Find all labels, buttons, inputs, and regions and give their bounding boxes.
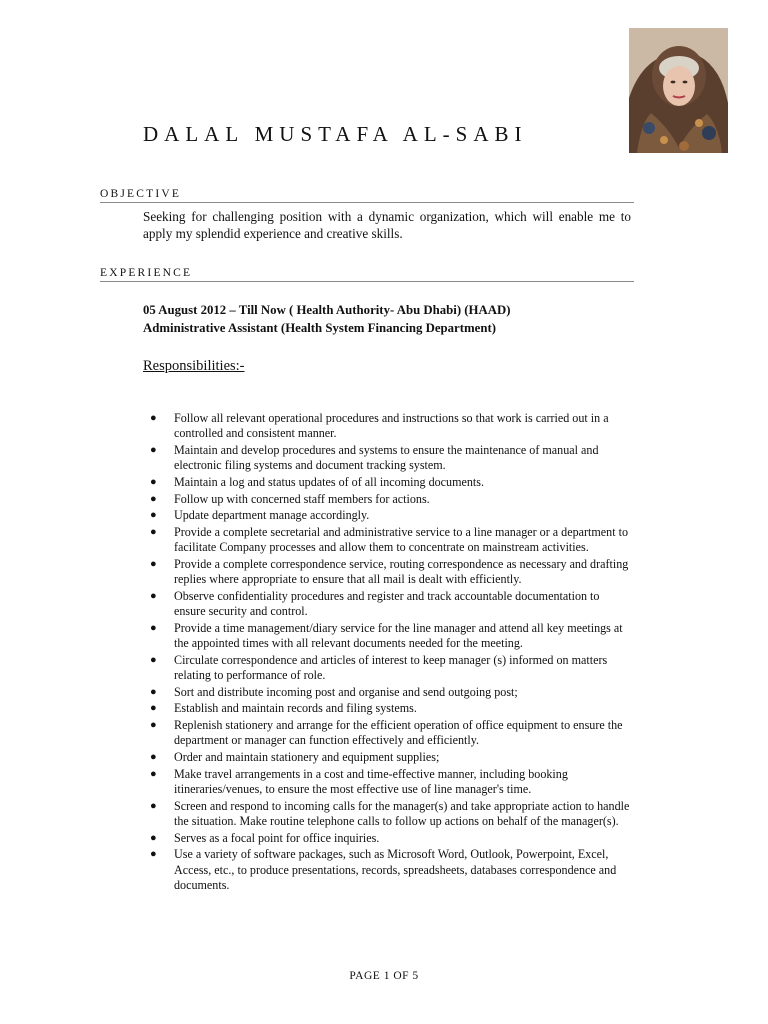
bullet-icon: ● xyxy=(150,799,157,812)
list-item xyxy=(150,508,632,523)
responsibility-text: Follow up with concerned staff members for actions. xyxy=(174,491,430,506)
list-item xyxy=(150,831,632,846)
candidate-name: DALAL MUSTAFA AL-SABI xyxy=(143,122,528,146)
list-item xyxy=(150,847,632,893)
bullet-icon: ● xyxy=(150,589,157,602)
responsibilities-heading: Responsibilities:- xyxy=(143,358,245,374)
job-title: Administrative Assistant (Health System Financing Department) xyxy=(143,321,496,335)
responsibility-text: Make travel arrangements in a cost and time-effective manner, including booking itineraries/venues, to ensure the most effective use of line manager's time. xyxy=(174,766,568,796)
list-item xyxy=(150,492,632,507)
profile-photo xyxy=(629,28,728,153)
bullet-icon: ● xyxy=(150,509,157,522)
objective-heading: OBJECTIVE xyxy=(100,188,634,203)
responsibility-text: Replenish stationery and arrange for the efficient operation of office equipment to ensure the department or manager can function effectively and efficiently. xyxy=(174,717,623,748)
bullet-icon: ● xyxy=(150,718,157,731)
page-number: PAGE 1 OF 5 xyxy=(349,970,419,982)
bullet-icon: ● xyxy=(150,685,157,698)
responsibility-text: Provide a time management/diary service for the line manager and attend all key meetings at the appointed times with all relevant documents needed for the meeting. xyxy=(174,620,623,651)
bullet-icon: ● xyxy=(150,831,157,844)
bullet-icon: ● xyxy=(150,444,157,456)
list-item xyxy=(150,685,632,700)
bullet-icon: ● xyxy=(150,848,157,861)
list-item xyxy=(150,653,632,684)
responsibility-text: Circulate correspondence and articles of interest to keep manager (s) informed on matters relating to performance of role. xyxy=(174,652,608,683)
objective-text: Seeking for challenging position with a dynamic organization, which will enable me to apply my splendid experience and creative skills. xyxy=(143,209,631,241)
experience-heading: EXPERIENCE xyxy=(100,267,634,282)
responsibility-text: Sort and distribute incoming post and organise and send outgoing post; xyxy=(174,684,518,699)
responsibility-text: Use a variety of software packages, such as Microsoft Word, Outlook, Powerpoint, Excel, Access, etc., to produce presentations, records, spreadsheets, databases correspondence and documents. xyxy=(174,847,617,892)
responsibility-text: Provide a complete secretarial and administrative service to a line manager or a department to facilitate Company processes and allow them to concentrate on mainstream activities. xyxy=(174,524,628,555)
responsibility-text: Follow all relevant operational procedures and instructions so that work is carried out in a controlled and consistent manner. xyxy=(174,411,609,441)
responsibility-text: Serves as a focal point for office inquiries. xyxy=(174,830,380,845)
list-item xyxy=(150,589,632,620)
portrait-image xyxy=(629,28,728,153)
job-period: 05 August 2012 – Till Now ( Health Authority- Abu Dhabi) (HAAD) xyxy=(143,303,511,317)
responsibility-text: Screen and respond to incoming calls for the manager(s) and take appropriate action to handle the situation. Make routine telephone calls to follow up actions on behalf of the manager(s). xyxy=(174,798,630,828)
bullet-icon: ● xyxy=(150,653,157,666)
list-item xyxy=(150,718,632,749)
bullet-icon: ● xyxy=(150,525,157,538)
bullet-icon: ● xyxy=(150,750,157,763)
responsibility-text: Maintain a log and status updates of of all incoming documents. xyxy=(174,475,485,489)
list-item xyxy=(150,621,632,652)
bullet-icon: ● xyxy=(150,492,157,505)
responsibilities-list xyxy=(150,411,632,895)
list-item xyxy=(150,411,632,442)
bullet-icon: ● xyxy=(150,476,157,488)
responsibility-text: Observe confidentiality procedures and register and track accountable documentation to ensure security and control. xyxy=(174,588,600,619)
bullet-icon: ● xyxy=(150,621,157,634)
bullet-icon: ● xyxy=(150,412,157,424)
responsibility-text: Maintain and develop procedures and systems to ensure the maintenance of manual and electronic filing systems and document tracking system. xyxy=(174,443,599,473)
list-item xyxy=(150,799,632,830)
bullet-icon: ● xyxy=(150,702,157,715)
list-item xyxy=(150,750,632,765)
list-item xyxy=(150,475,632,490)
responsibility-text: Provide a complete correspondence service, routing correspondence as necessary and drafting replies where appropriate to ensure that all mail is dealt with efficiently. xyxy=(174,556,629,587)
responsibility-text: Update department manage accordingly. xyxy=(174,508,370,523)
responsibility-text: Order and maintain stationery and equipment supplies; xyxy=(174,749,440,764)
list-item xyxy=(150,701,632,716)
list-item xyxy=(150,525,632,556)
list-item xyxy=(150,767,632,798)
list-item xyxy=(150,443,632,474)
list-item xyxy=(150,557,632,588)
bullet-icon: ● xyxy=(150,767,157,780)
bullet-icon: ● xyxy=(150,557,157,570)
responsibility-text: Establish and maintain records and filing systems. xyxy=(174,701,417,716)
